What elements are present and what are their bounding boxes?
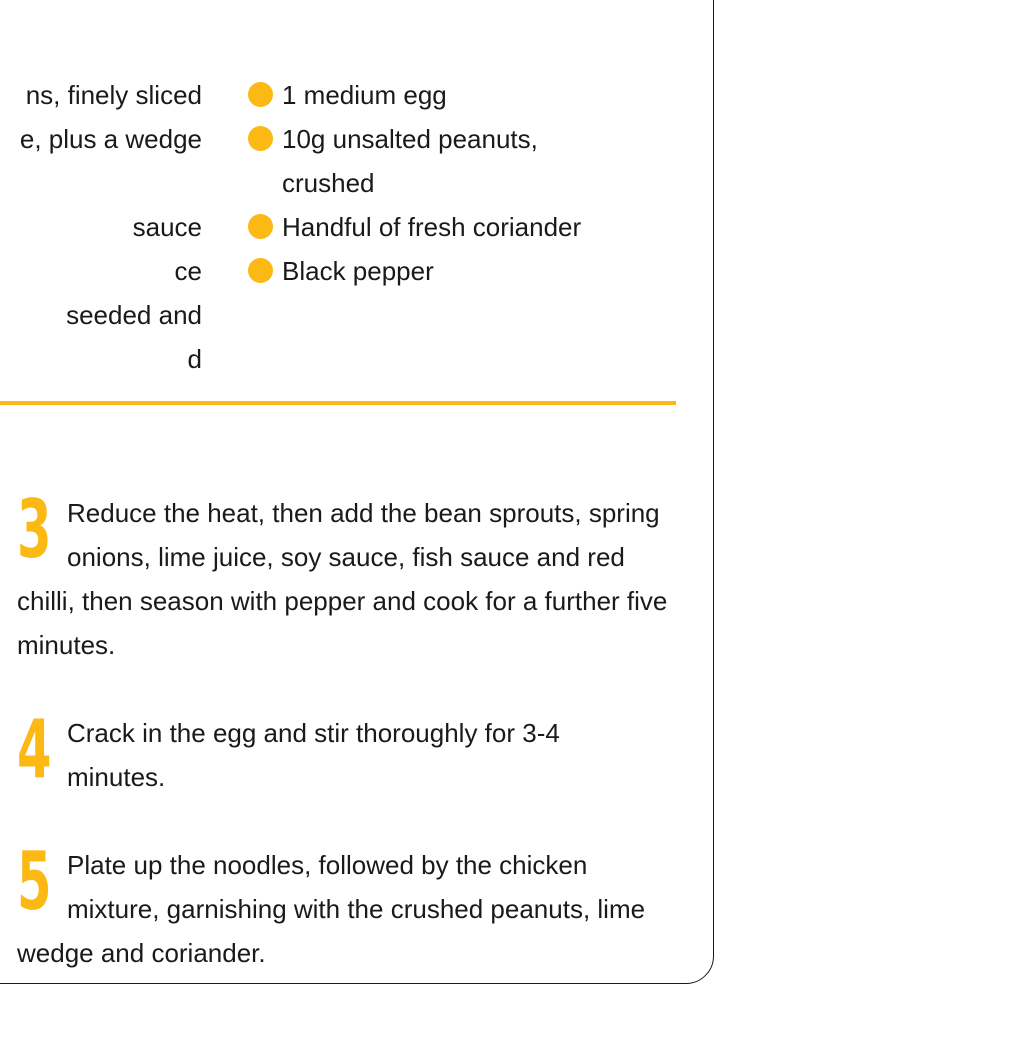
section-divider <box>0 401 676 405</box>
ingredient-item <box>248 205 648 249</box>
step-text: Crack in the egg and stir thoroughly for 3-4 minutes. <box>67 718 560 792</box>
method-step-3 <box>17 483 677 667</box>
ingredient-item: e, plus a wedge <box>19 124 202 154</box>
ingredient-item: seeded and <box>66 300 202 330</box>
bullet-dot-icon <box>248 126 273 151</box>
method-step-4 <box>17 703 607 799</box>
step-number: 4 <box>17 703 52 796</box>
method-step-5 <box>17 835 682 975</box>
ingredient-label: Handful of fresh coriander <box>282 212 582 242</box>
ingredient-item <box>248 117 582 205</box>
bullet-dot-icon <box>248 214 273 239</box>
ingredient-item: ns, finely sliced <box>25 80 202 110</box>
ingredient-label: 10g unsalted peanuts, crushed <box>282 124 538 198</box>
ingredient-item <box>248 73 648 117</box>
ingredient-item: d <box>187 344 202 374</box>
step-text: Plate up the noodles, followed by the chicken mixture, garnishing with the crushed peanuts, lime wedge and coriander. <box>17 850 646 968</box>
ingredients-right-column <box>248 73 648 293</box>
ingredient-label: Black pepper <box>282 256 434 286</box>
step-number: 3 <box>17 483 52 576</box>
step-text: Reduce the heat, then add the bean sprouts, spring onions, lime juice, soy sauce, fish sauce and red chilli, then season with pepper and cook for a further five minutes. <box>17 498 668 660</box>
ingredients-left-column <box>0 73 202 381</box>
ingredient-item <box>248 249 648 293</box>
bullet-dot-icon <box>248 258 273 283</box>
ingredient-item: ce <box>174 256 202 286</box>
ingredient-item: sauce <box>132 212 202 242</box>
step-number: 5 <box>17 835 52 928</box>
bullet-dot-icon <box>248 82 273 107</box>
ingredient-label: 1 medium egg <box>282 80 447 110</box>
ingredient-item <box>0 161 202 205</box>
